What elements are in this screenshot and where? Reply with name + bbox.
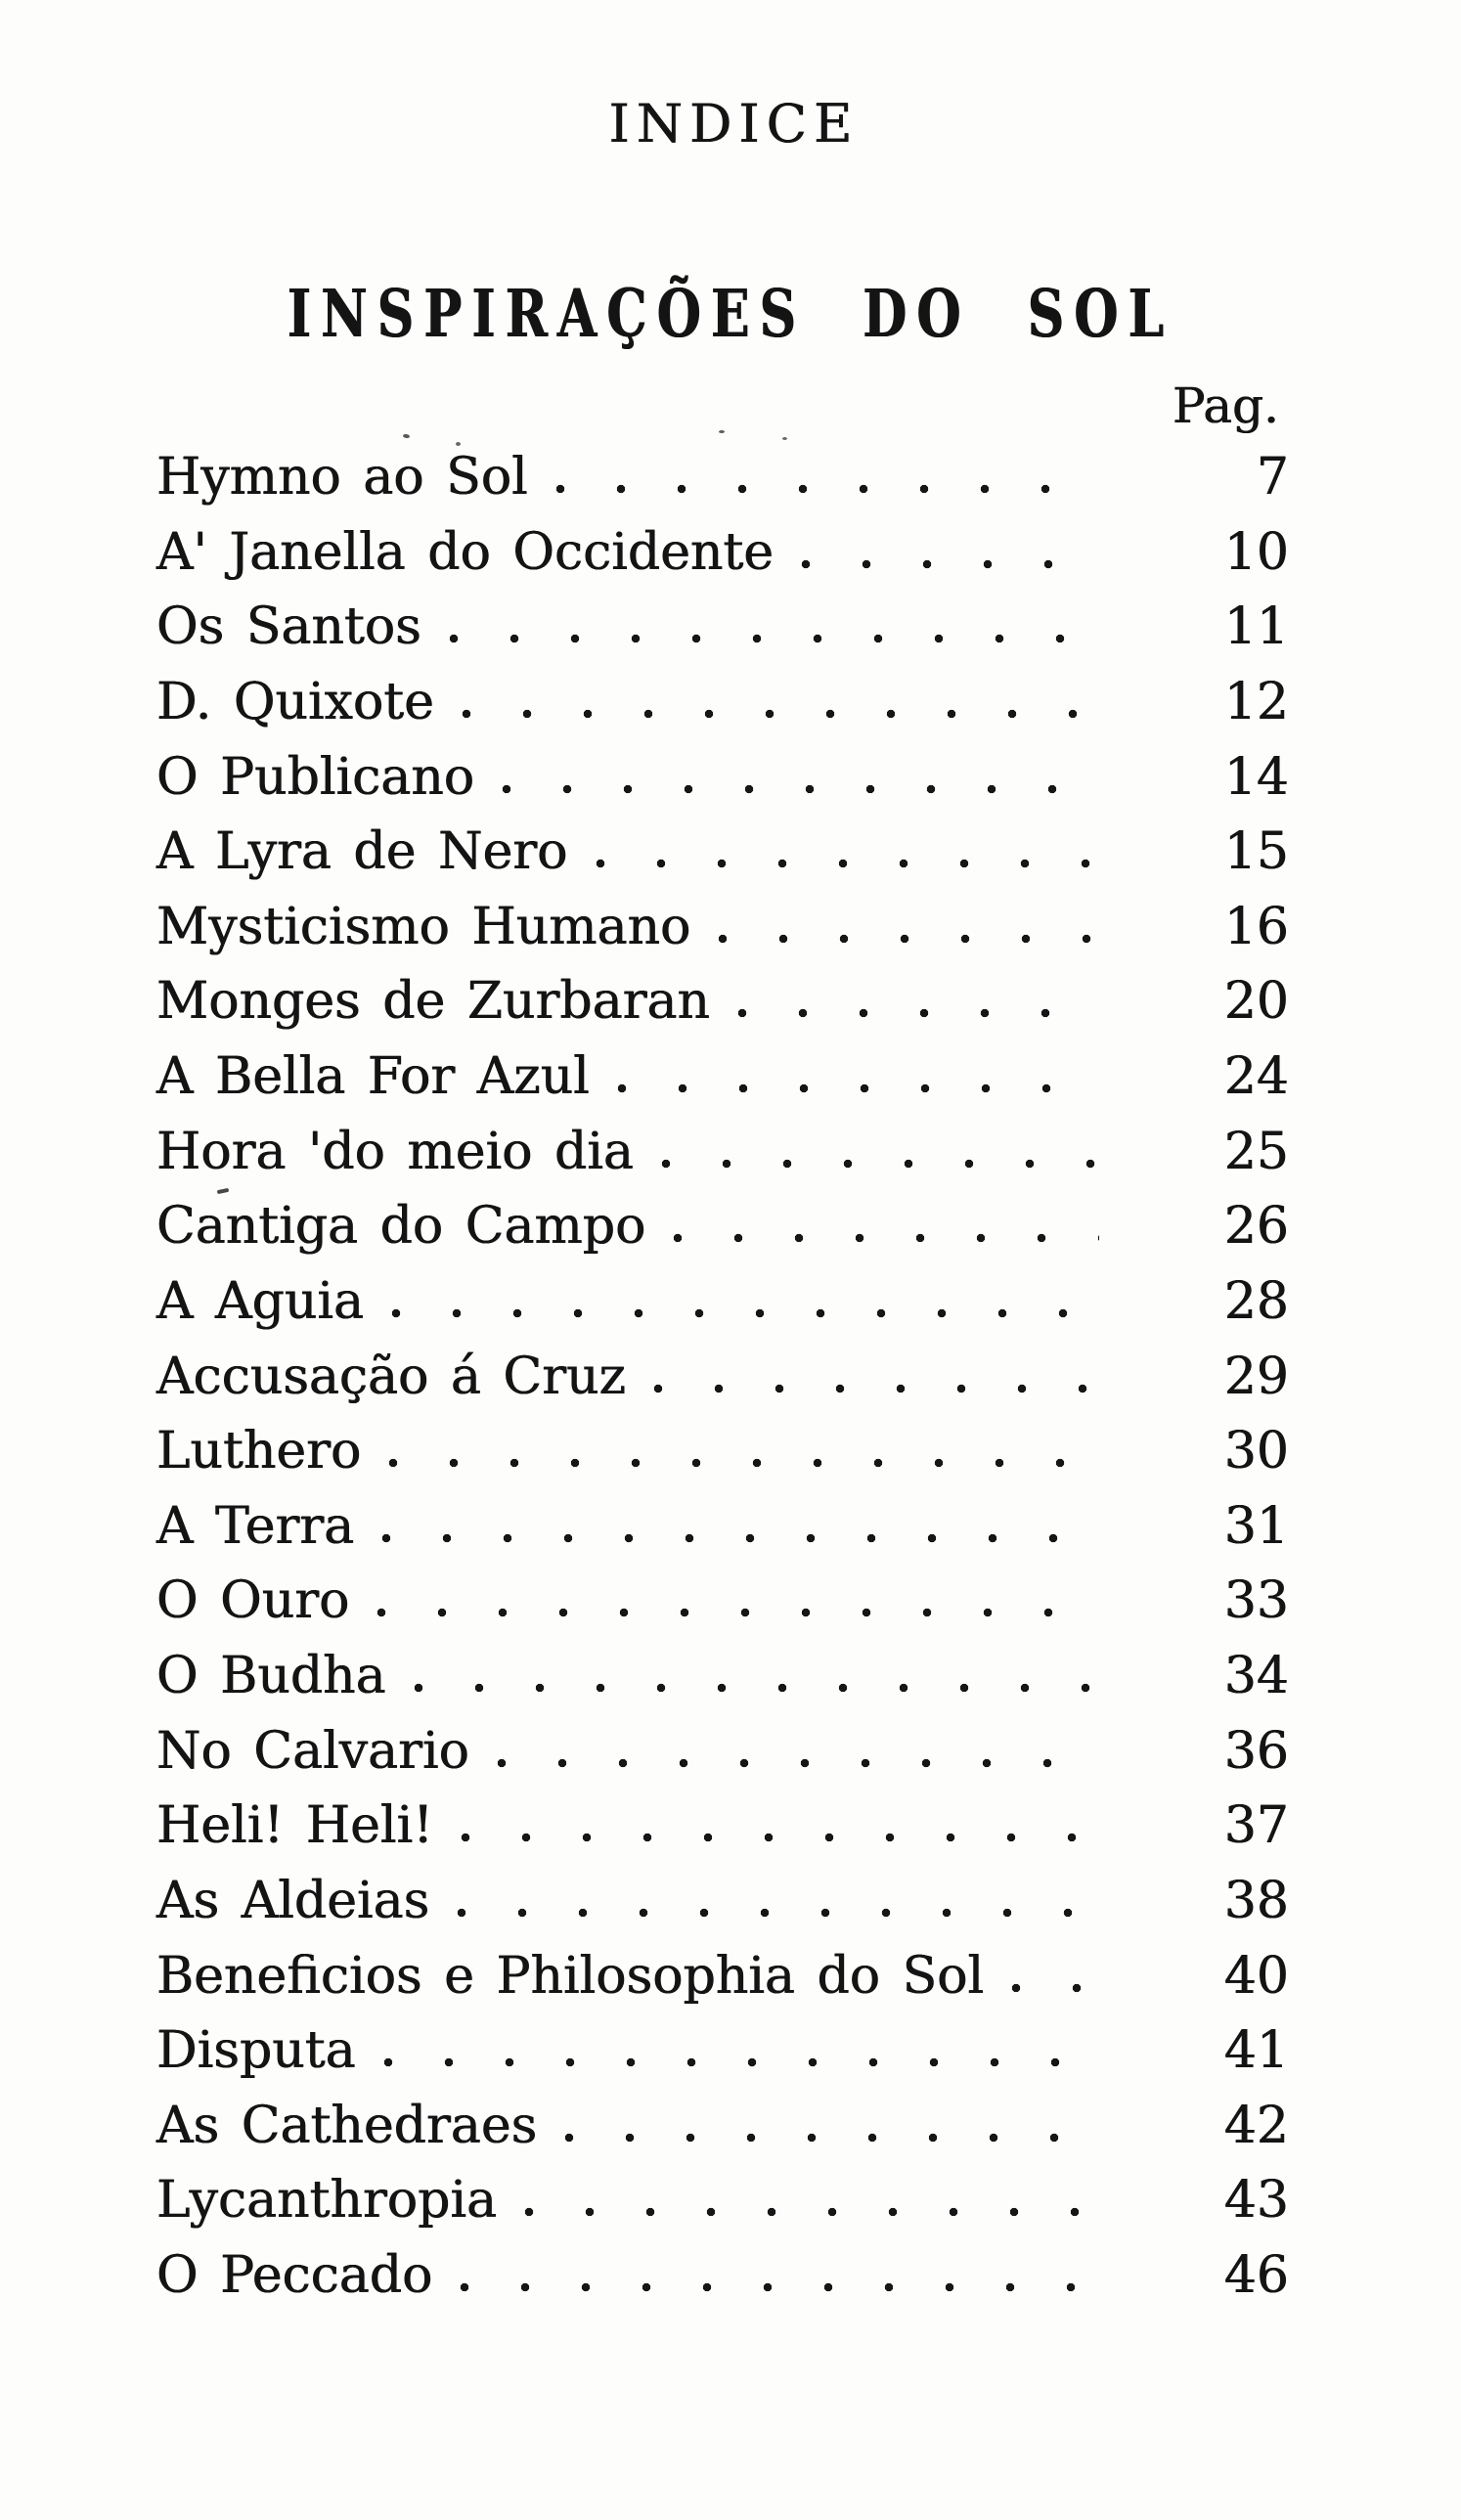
toc-entry xyxy=(156,1872,1289,1947)
toc-entry-page: 31 xyxy=(1223,1496,1289,1556)
dot-leader xyxy=(447,634,1099,643)
toc-entry-title: Hora 'do meio dia xyxy=(156,1122,634,1181)
toc-entry xyxy=(156,597,1289,673)
ink-speck xyxy=(456,442,461,446)
toc-entry-title: Heli! Heli! xyxy=(156,1796,434,1856)
toc-entry xyxy=(156,1497,1289,1572)
toc-entry-page: 16 xyxy=(1223,897,1289,956)
dot-leader xyxy=(562,2133,1099,2143)
section-heading: INSPIRAÇÕES DO SOL xyxy=(287,275,1174,353)
dot-leader xyxy=(381,2057,1099,2067)
toc-entry xyxy=(156,748,1289,823)
dot-leader xyxy=(459,1833,1099,1842)
page-column-header: Pag. xyxy=(1172,377,1279,434)
toc-entry xyxy=(156,2021,1289,2097)
dot-leader xyxy=(458,2282,1099,2292)
toc-entry-title: Disputa xyxy=(156,2021,356,2081)
dot-leader xyxy=(495,1758,1099,1768)
toc-entry-page: 43 xyxy=(1223,2171,1289,2231)
toc-entry xyxy=(156,2171,1289,2246)
toc-entry xyxy=(156,1272,1289,1348)
dot-leader xyxy=(379,1533,1099,1543)
toc-entry xyxy=(156,1647,1289,1722)
toc-entry-title: Monges de Zurbaran xyxy=(156,972,711,1032)
toc-entry-page: 24 xyxy=(1223,1047,1289,1106)
toc-entry-title: A' Janella do Occidente xyxy=(156,522,775,582)
dot-leader xyxy=(716,934,1099,944)
toc-entry-title: Accusação á Cruz xyxy=(156,1347,626,1406)
toc-entry-title: A Aguia xyxy=(156,1271,365,1331)
toc-entry-title: As Aldeias xyxy=(156,1871,430,1930)
toc-entry-title: Cantiga do Campo xyxy=(156,1197,646,1257)
toc-entry-page: 25 xyxy=(1223,1122,1289,1181)
dot-leader xyxy=(651,1384,1099,1393)
toc-entry-title: O Budha xyxy=(156,1647,386,1705)
toc-entry-title: D. Quixote xyxy=(156,672,434,731)
toc-entry-title: O Ouro xyxy=(156,1571,350,1631)
toc-entry-page: 38 xyxy=(1223,1871,1289,1930)
toc-entry-title: O Publicano xyxy=(156,747,475,807)
toc-entry-title: A Lyra de Nero xyxy=(156,822,568,882)
toc-entry xyxy=(156,673,1289,748)
toc-entry-page: 34 xyxy=(1223,1647,1289,1705)
toc-entry-title: Hymno ao Sol xyxy=(156,448,528,507)
dot-leader xyxy=(460,709,1099,719)
toc-entry xyxy=(156,1348,1289,1423)
dot-leader xyxy=(1009,1983,1099,1993)
dot-leader xyxy=(735,1008,1099,1018)
toc-entry-page: 29 xyxy=(1223,1347,1289,1406)
dot-leader xyxy=(594,859,1100,868)
dot-leader xyxy=(386,1458,1099,1468)
toc-entry-page: 36 xyxy=(1223,1721,1289,1781)
toc-entry xyxy=(156,822,1289,898)
toc-entry xyxy=(156,1197,1289,1272)
toc-entry xyxy=(156,2246,1289,2321)
dot-leader xyxy=(659,1159,1099,1169)
toc-entry-title: A Terra xyxy=(156,1496,355,1556)
dot-leader xyxy=(455,1908,1099,1918)
toc-entry-title: Mysticismo Humano xyxy=(156,897,691,956)
toc-entry-page: 33 xyxy=(1223,1571,1289,1631)
toc-entry-page: 30 xyxy=(1223,1422,1289,1481)
dot-leader xyxy=(375,1608,1099,1617)
toc-entry-page: 28 xyxy=(1223,1271,1289,1331)
toc-entry-title: A Bella For Azul xyxy=(156,1047,590,1106)
index-title: INDICE xyxy=(608,93,860,155)
toc-entry-page: 10 xyxy=(1223,522,1289,582)
dot-leader xyxy=(615,1083,1099,1093)
dot-leader xyxy=(553,484,1099,494)
toc-entry xyxy=(156,1722,1289,1797)
ink-speck xyxy=(403,434,410,439)
toc-entry xyxy=(156,1947,1289,2022)
toc-entry xyxy=(156,2097,1289,2172)
toc-entry-title: No Calvario xyxy=(156,1721,469,1781)
toc-entry xyxy=(156,1796,1289,1872)
toc-entry-title: Os Santos xyxy=(156,597,421,657)
toc-entry-page: 12 xyxy=(1223,672,1289,731)
ink-speck xyxy=(782,437,787,440)
toc-entry-page: 26 xyxy=(1223,1197,1289,1257)
toc-entry-page: 14 xyxy=(1223,747,1289,807)
dot-leader xyxy=(412,1683,1099,1693)
toc-entry-page: 11 xyxy=(1223,597,1289,657)
toc-entry-title: Luthero xyxy=(156,1422,362,1481)
dot-leader xyxy=(671,1233,1099,1243)
toc-entry-page: 40 xyxy=(1223,1946,1289,2006)
toc-entry-title: Beneficios e Philosophia do Sol xyxy=(156,1946,985,2006)
toc-entry xyxy=(156,1047,1289,1123)
table-of-contents xyxy=(156,448,1289,2321)
dot-leader xyxy=(799,559,1099,569)
toc-entry-page: 42 xyxy=(1223,2096,1289,2155)
ink-speck xyxy=(719,430,725,433)
toc-entry xyxy=(156,448,1289,523)
toc-entry-page: 20 xyxy=(1223,972,1289,1032)
toc-entry-page: 7 xyxy=(1256,448,1289,507)
toc-entry-title: As Cathedraes xyxy=(156,2096,538,2155)
toc-entry xyxy=(156,972,1289,1047)
toc-entry xyxy=(156,1123,1289,1198)
toc-entry xyxy=(156,1571,1289,1647)
toc-entry-page: 46 xyxy=(1223,2246,1289,2305)
toc-entry-title: O Peccado xyxy=(156,2246,433,2305)
toc-entry-title: Lycanthropia xyxy=(156,2171,498,2231)
dot-leader xyxy=(389,1308,1099,1318)
toc-entry xyxy=(156,898,1289,973)
dot-leader xyxy=(500,784,1099,794)
toc-entry xyxy=(156,1422,1289,1497)
toc-entry xyxy=(156,523,1289,598)
toc-entry-page: 41 xyxy=(1223,2021,1289,2081)
dot-leader xyxy=(522,2207,1099,2217)
toc-entry-page: 15 xyxy=(1223,822,1289,882)
toc-entry-page: 37 xyxy=(1223,1796,1289,1856)
